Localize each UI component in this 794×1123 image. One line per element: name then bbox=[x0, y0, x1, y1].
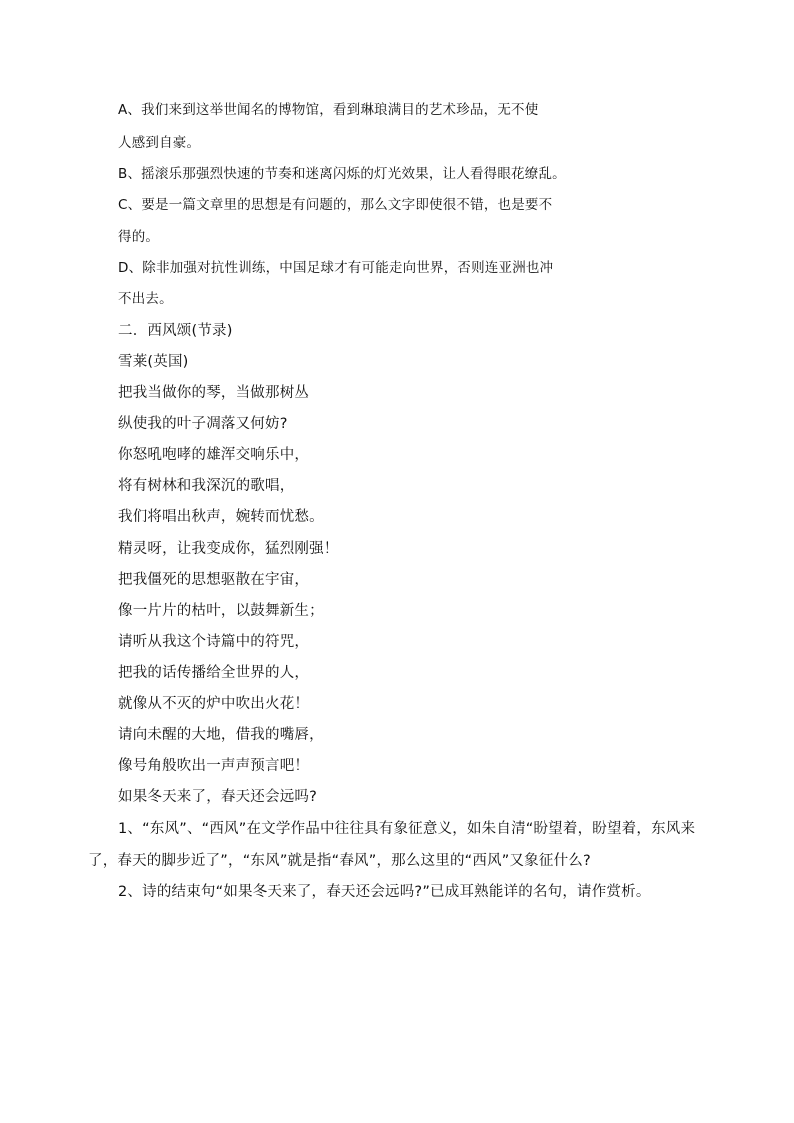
question-2: 2、诗的结束句“如果冬天来了，春天还会远吗?”已成耳熟能详的名句，请作赏析。 bbox=[118, 884, 651, 900]
poem-line: 把我的话传播给全世界的人， bbox=[118, 665, 310, 681]
poem-line: 我们将唱出秋声，婉转而忧愁。 bbox=[118, 509, 324, 525]
poem-author: 雪莱(英国) bbox=[118, 354, 189, 370]
poem-line: 请向未醒的大地，借我的嘴唇， bbox=[118, 727, 324, 743]
poem-line: 精灵呀，让我变成你，猛烈刚强！ bbox=[118, 541, 339, 557]
poem-line: 像号角般吹出一声声预言吧！ bbox=[118, 758, 310, 774]
question-1-line-2: 了，春天的脚步近了”，“东风”就是指“春风”，那么这里的“西风”又象征什么? bbox=[88, 853, 591, 869]
poem-line: 请听从我这个诗篇中的符咒， bbox=[118, 634, 310, 650]
question-1-line-1: 1、“东风”、“西风”在文学作品中往往具有象征意义，如朱自清“盼望着，盼望着，东风来 bbox=[118, 821, 696, 837]
poem-line: 把我僵死的思想驱散在宇宙， bbox=[118, 572, 310, 588]
section-title: 二．西风颂(节录) bbox=[118, 323, 233, 339]
poem-line: 你怒吼咆哮的雄浑交响乐中， bbox=[118, 447, 310, 463]
poem-line: 如果冬天来了，春天还会远吗? bbox=[118, 789, 317, 805]
option-d-line-1: D、除非加强对抗性训练，中国足球才有可能走向世界，否则连亚洲也冲 bbox=[118, 260, 554, 276]
option-b-line-1: B、摇滚乐那强烈快速的节奏和迷离闪烁的灯光效果，让人看得眼花缭乱。 bbox=[118, 166, 566, 182]
option-c-line-2: 得的。 bbox=[118, 229, 160, 245]
poem-line: 纵使我的叶子凋落又何妨? bbox=[118, 416, 288, 432]
option-c-line-1: C、要是一篇文章里的思想是有问题的，那么文字即使很不错，也是要不 bbox=[118, 197, 553, 213]
poem-line: 将有树林和我深沉的歌唱， bbox=[118, 478, 295, 494]
poem-line: 就像从不灭的炉中吹出火花！ bbox=[118, 696, 310, 712]
option-a-line-1: A、我们来到这举世闻名的博物馆，看到琳琅满目的艺术珍品，无不使 bbox=[118, 102, 539, 118]
option-a-line-2: 人感到自豪。 bbox=[118, 135, 201, 151]
poem-line: 把我当做你的琴，当做那树丛 bbox=[118, 385, 310, 401]
poem-line: 像一片片的枯叶，以鼓舞新生； bbox=[118, 603, 324, 619]
option-d-line-2: 不出去。 bbox=[118, 291, 173, 307]
